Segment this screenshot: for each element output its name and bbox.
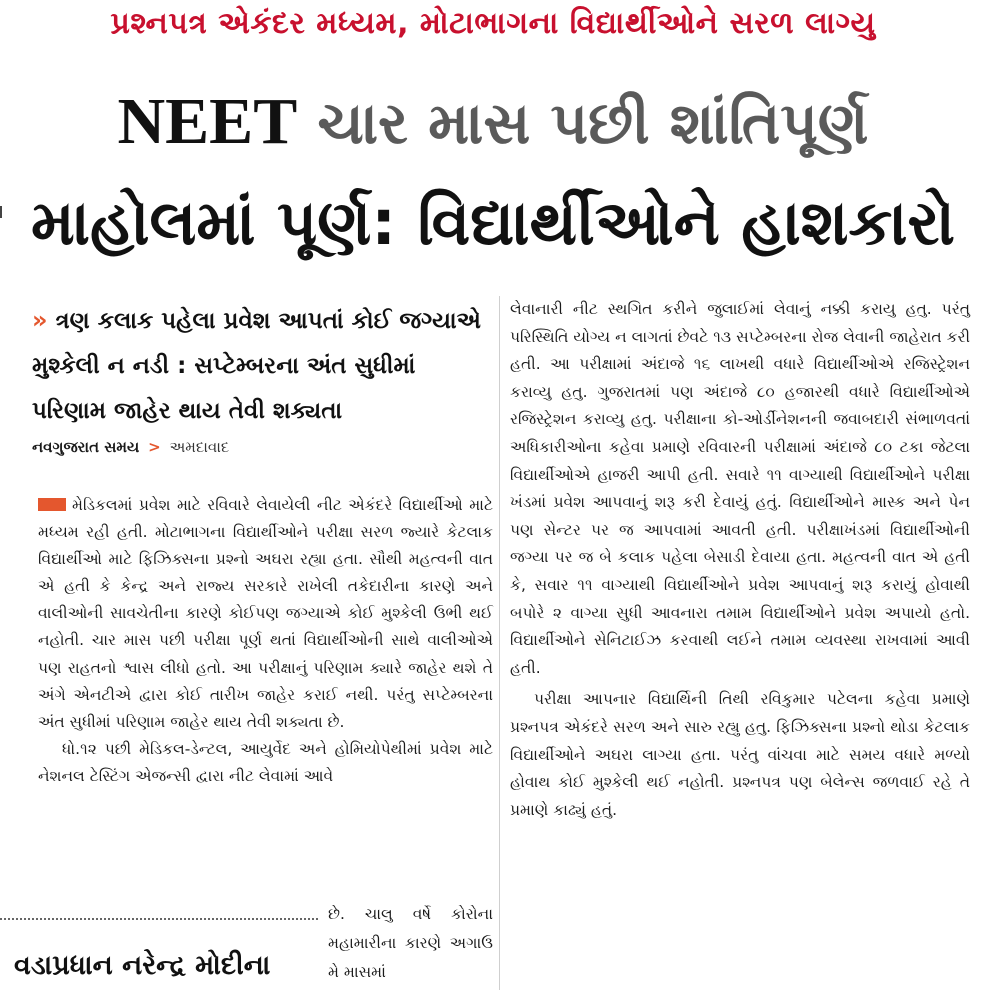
article-left-column [38, 492, 493, 790]
article-left-continuation: છે. ચાલુ વર્ષે કોરોના મહામારીના કારણે અગાઉ મે માસમાં [328, 905, 493, 981]
kicker-headline: પ્રશ્નપત્ર એકંદર મધ્યમ, મોટાભાગના વિદ્યાર્થીઓને સરળ લાગ્યુ [110, 6, 876, 41]
article-left-para1: મેડિકલમાં પ્રવેશ માટે રવિવારે લેવાયેલી નીટ એકંદરે વિદ્યાર્થીઓ માટે મધ્યમ રહી હતી. મોટાભાગના વિદ્યાર્થીઓને પરીક્ષા સરળ જ્યારે કેટલાક વિદ્યાર્થીઓ માટે ફિઝિક્સના પ્રશ્નો અઘરા રહ્યા હતા. સૌથી મહત્વની વાત એ હતી કે કેન્દ્ર અને રાજ્ય સરકારે રાખેલી તકેદારીના કારણે અને વાલીઓની સાવચેતીના કારણે કોઈપણ જગ્યાએ કોઈ મુશ્કેલી ઉભી થઈ નહોતી. ચાર માસ પછી પરીક્ષા પૂર્ણ થતાં વિદ્યાર્થીઓની સાથે વાલીઓએ પણ રાહતનો શ્વાસ લીધો હતો. આ પરીક્ષાનું પરિણામ ક્યારે જાહેર થશે તે અંગે એનટીએ દ્વારા કોઈ તારીખ જાહેર કરાઈ નથી. પરંતુ સપ્ટેમ્બરના અંત સુધીમાં પરિણામ જાહેર થાય તેવી શક્યતા છે. [38, 496, 493, 731]
byline-place: અમદાવાદ [169, 438, 230, 456]
headline-neet: NEET [117, 85, 298, 158]
column-divider [499, 296, 500, 990]
divider [0, 918, 318, 920]
deck-marker-icon: » [32, 306, 48, 334]
byline [32, 438, 494, 460]
headline-line-2: માહોલમાં પૂર્ણ: વિદ્યાર્થીઓને હાશકારો [31, 186, 955, 259]
headline-line-1-rest: ચાર માસ પછી શાંતિપૂર્ણ [317, 89, 869, 157]
byline-source: નવગુજરાત સમય [32, 438, 140, 456]
article-right-column [510, 296, 970, 824]
article-paragraph: લેવાનારી નીટ સ્થગિત કરીને જુલાઈમાં લેવાનું નક્કી કરાયુ હતુ. પરંતુ પરિસ્થિતિ યોગ્ય ન લાગતાં છેવટે ૧૩ સપ્ટેમ્બરના રોજ લેવાની જાહેરાત કરી હતી. આ પરીક્ષામાં અંદાજે ૧૬ લાખથી વધારે વિદ્યાર્થીઓએ રજિસ્ટ્રેશન કરાવ્યુ હતુ. ગુજરાતમાં પણ અંદાજે ૮૦ હજારથી વધારે વિદ્યાર્થીઓએ રજિસ્ટ્રેશન કરાવ્યુ હતુ. પરીક્ષાના કો-ઓર્ડીનેશનની જવાબદારી સંભાળવતાં અધિકારીઓના કહેવા પ્રમાણે રવિવારની પરીક્ષામાં અંદાજે ૮૦ ટકા જેટલા વિદ્યાર્થીઓએ હાજરી આપી હતી. સવારે ૧૧ વાગ્યાથી વિદ્યાર્થીઓને પરીક્ષા ખંડમાં પ્રવેશ આપવાનું શરૂ કરી દેવાયું હતું. વિદ્યાર્થીઓને માસ્ક અને પેન પણ સેન્ટર પર જ આપવામાં આવતી હતી. પરીક્ષાખંડમાં વિદ્યાર્થીઓની જગ્યા પર જ બે કલાક પહેલા બેસાડી દેવાયા હતા. મહત્વની વાત એ હતી કે, સવાર ૧૧ વાગ્યાથી વિદ્યાર્થીઓને પ્રવેશ આપવાનું શરૂ કરાયું હોવાથી બપોરે ૨ વાગ્યા સુધી આવનારા તમામ વિદ્યાર્થીઓને પ્રવેશ અપાયો હતો. વિદ્યાર્થીઓને સેનિટાઈઝ કરવાથી લઈને તમામ વ્યવસ્થા રાખવામાં આવી હતી. [510, 300, 970, 677]
article-paragraph: ધો.૧૨ પછી મેડિકલ-ડેન્ટલ, આયુર્વેદ અને હોમિયોપેથીમાં પ્રવેશ માટે નેશનલ ટેસ્ટિંગ એજન્સી દ્વારા નીટ લેવામાં આવે [38, 739, 493, 785]
article-paragraph: પરીક્ષા આપનાર વિદ્યાર્થિની તિથી રવિકુમાર પટેલના કહેવા પ્રમાણે પ્રશ્નપત્ર એકંદરે સરળ અને સારુ રહ્યુ હતુ. ફિઝિક્સના પ્રશ્નો થોડા કેટલાક વિદ્યાર્થીઓને અઘરા લાગ્યા હતા. પરંતુ વાંચવા માટે સમય વધારે મળ્યો હોવાથ કોઈ મુશ્કેલી થઈ નહોતી. પ્રશ્નપત્ર પણ બેલેન્સ જળવાઈ રહે તે પ્રમાણે કાઢ્યું હતું. [510, 690, 970, 819]
headline-line-1 [0, 84, 986, 160]
article-paragraph [38, 492, 493, 736]
deck-block [32, 298, 494, 460]
byline-separator: > [148, 438, 161, 456]
deck [32, 298, 494, 434]
paragraph-marker-icon [38, 498, 66, 511]
deck-text: ત્રણ કલાક પહેલા પ્રવેશ આપતાં કોઈ જગ્યાએ મુશ્કેલી ન નડી : સપ્ટેમ્બરના અંત સુધીમાં પરિણામ જાહેર થાય તેવી શક્યતા [32, 308, 481, 424]
related-headline: વડાપ્રધાન નરેન્દ્ર મોદીના [14, 950, 271, 981]
